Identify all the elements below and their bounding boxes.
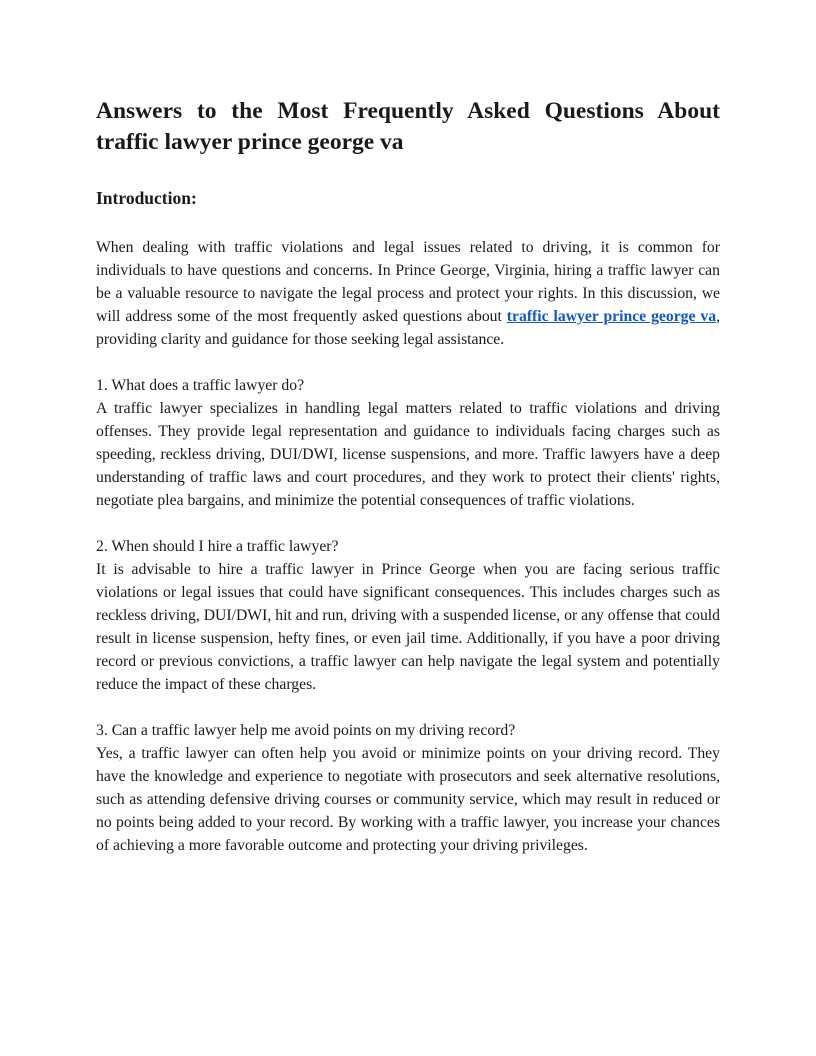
- faq-item-3: [96, 719, 720, 857]
- faq-answer-1: A traffic lawyer specializes in handling legal matters related to traffic violations and driving offenses. They provide legal representation and guidance to individuals facing charges such as speeding, reckless driving, DUI/DWI, license suspensions, and more. Traffic lawyers have a deep understanding of traffic laws and court procedures, and they work to protect their clients' rights, negotiate plea bargains, and minimize the potential consequences of traffic violations.: [96, 400, 720, 509]
- intro-heading: Introduction:: [96, 188, 197, 208]
- faq-answer-2: It is advisable to hire a traffic lawyer in Prince George when you are facing serious traffic violations or legal issues that could have significant consequences. This includes charges such as reckless driving, DUI/DWI, hit and run, driving with a suspended license, or any offense that could result in license suspension, hefty fines, or even jail time. Additionally, if you have a poor driving record or previous convictions, a traffic lawyer can help navigate the legal system and potentially reduce the impact of these charges.: [96, 561, 720, 693]
- intro-paragraph: [96, 236, 720, 351]
- faq-item-1: [96, 374, 720, 512]
- faq-question-1: 1. What does a traffic lawyer do?: [96, 377, 305, 394]
- traffic-lawyer-link[interactable]: traffic lawyer prince george va: [506, 308, 717, 325]
- intro-text-after-link: , providing clarity and guidance for those seeking legal assistance.: [96, 308, 721, 348]
- faq-item-2: [96, 535, 720, 696]
- page-title: Answers to the Most Frequently Asked Questions About traffic lawyer prince george va: [96, 98, 720, 155]
- intro-text-before-link: When dealing with traffic violations and legal issues related to driving, it is common for individuals to have questions and concerns. In Prince George, Virginia, hiring a traffic lawyer can be a valuable resource to navigate the legal process and protect your rights. In this discussion, we will address some of the most frequently asked questions about: [96, 239, 720, 325]
- faq-answer-3: Yes, a traffic lawyer can often help you avoid or minimize points on your driving record. They have the knowledge and experience to negotiate with prosecutors and seek alternative resolutions, such as attending defensive driving courses or community service, which may result in reduced or no points being added to your record. By working with a traffic lawyer, you increase your chances of achieving a more favorable outcome and protecting your driving privileges.: [96, 745, 720, 854]
- document-page: [96, 96, 720, 857]
- faq-question-2: 2. When should I hire a traffic lawyer?: [96, 538, 339, 555]
- faq-question-3: 3. Can a traffic lawyer help me avoid points on my driving record?: [96, 722, 516, 739]
